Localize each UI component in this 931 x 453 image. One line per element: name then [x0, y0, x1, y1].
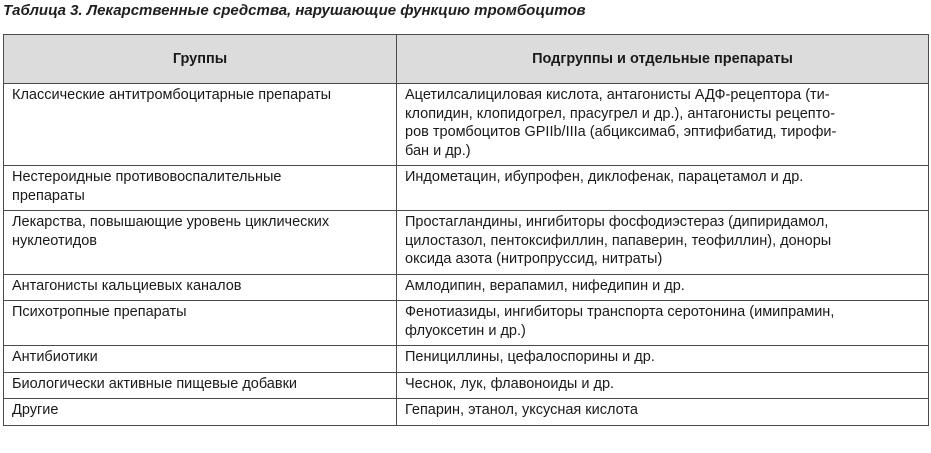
drugs-table: [3, 34, 929, 426]
drugs-cell: [397, 346, 929, 373]
drugs-cell: [397, 211, 929, 275]
group-line: Лекарства, повышающие уровень циклических: [12, 214, 330, 230]
header-groups: Группы: [4, 35, 397, 84]
group-cell: [4, 346, 397, 373]
table-row: [4, 301, 929, 346]
table-row: [4, 346, 929, 373]
drugs-line: флуоксетин и др.): [405, 322, 526, 339]
header-drugs: Подгруппы и отдельные препараты: [397, 35, 929, 84]
group-line: Психотропные препараты: [12, 304, 187, 320]
drugs-cell: [397, 84, 929, 166]
drugs-cell: [397, 399, 929, 426]
drugs-cell: [397, 372, 929, 399]
drugs-line: бан и др.): [405, 142, 471, 159]
drugs-line: Простагландины, ингибиторы фосфодиэстераз (дипиридамол,: [405, 214, 829, 230]
drugs-line: Пенициллины, цефалоспорины и др.: [405, 349, 655, 365]
drugs-cell: [397, 274, 929, 301]
group-cell: [4, 399, 397, 426]
table-row: [4, 372, 929, 399]
group-cell: [4, 166, 397, 211]
table-row: [4, 399, 929, 426]
drugs-line: оксида азота (нитропруссид, нитраты): [405, 251, 663, 267]
table-caption: Таблица 3. Лекарственные средства, нарушающие функцию тромбоцитов: [3, 2, 586, 19]
table-row: [4, 166, 929, 211]
table-row: [4, 274, 929, 301]
group-cell: [4, 301, 397, 346]
drugs-line: Ацетилсалициловая кислота, антагонисты АДФ-рецептора (ти-: [405, 87, 830, 103]
group-line: Антагонисты кальциевых каналов: [12, 277, 242, 294]
group-line: Другие: [12, 402, 59, 418]
drugs-line: Фенотиазиды, ингибиторы транспорта серотонина (имипрамин,: [405, 304, 835, 320]
table-header-row: [4, 35, 929, 84]
group-cell: [4, 274, 397, 301]
group-line: нуклеотидов: [12, 232, 98, 249]
group-line: Биологически активные пищевые добавки: [12, 375, 298, 392]
drugs-line: Амлодипин, верапамил, нифедипин и др.: [405, 277, 685, 294]
group-cell: [4, 372, 397, 399]
drugs-line: ров тромбоцитов GPIIb/IIIa (абциксимаб, эптифибатид, тирофи-: [405, 124, 837, 140]
group-line: Антибиотики: [12, 349, 98, 365]
group-line: препараты: [12, 187, 85, 204]
drugs-line: Гепарин, этанол, уксусная кислота: [405, 402, 638, 418]
drugs-line: Индометацин, ибупрофен, диклофенак, парацетамол и др.: [405, 169, 804, 185]
table-row: [4, 211, 929, 275]
group-cell: [4, 84, 397, 166]
drugs-line: клопидин, клопидогрел, прасугрел и др.), антагонисты рецепто-: [405, 105, 836, 122]
drugs-line: Чеснок, лук, флавоноиды и др.: [405, 375, 615, 392]
table-row: [4, 84, 929, 166]
group-cell: [4, 211, 397, 275]
group-line: Нестероидные противовоспалительные: [12, 169, 282, 185]
drugs-cell: [397, 166, 929, 211]
drugs-cell: [397, 301, 929, 346]
drugs-line: цилостазол, пентоксифиллин, папаверин, теофиллин), доноры: [405, 232, 832, 249]
group-line: Классические антитромбоцитарные препараты: [12, 87, 332, 103]
